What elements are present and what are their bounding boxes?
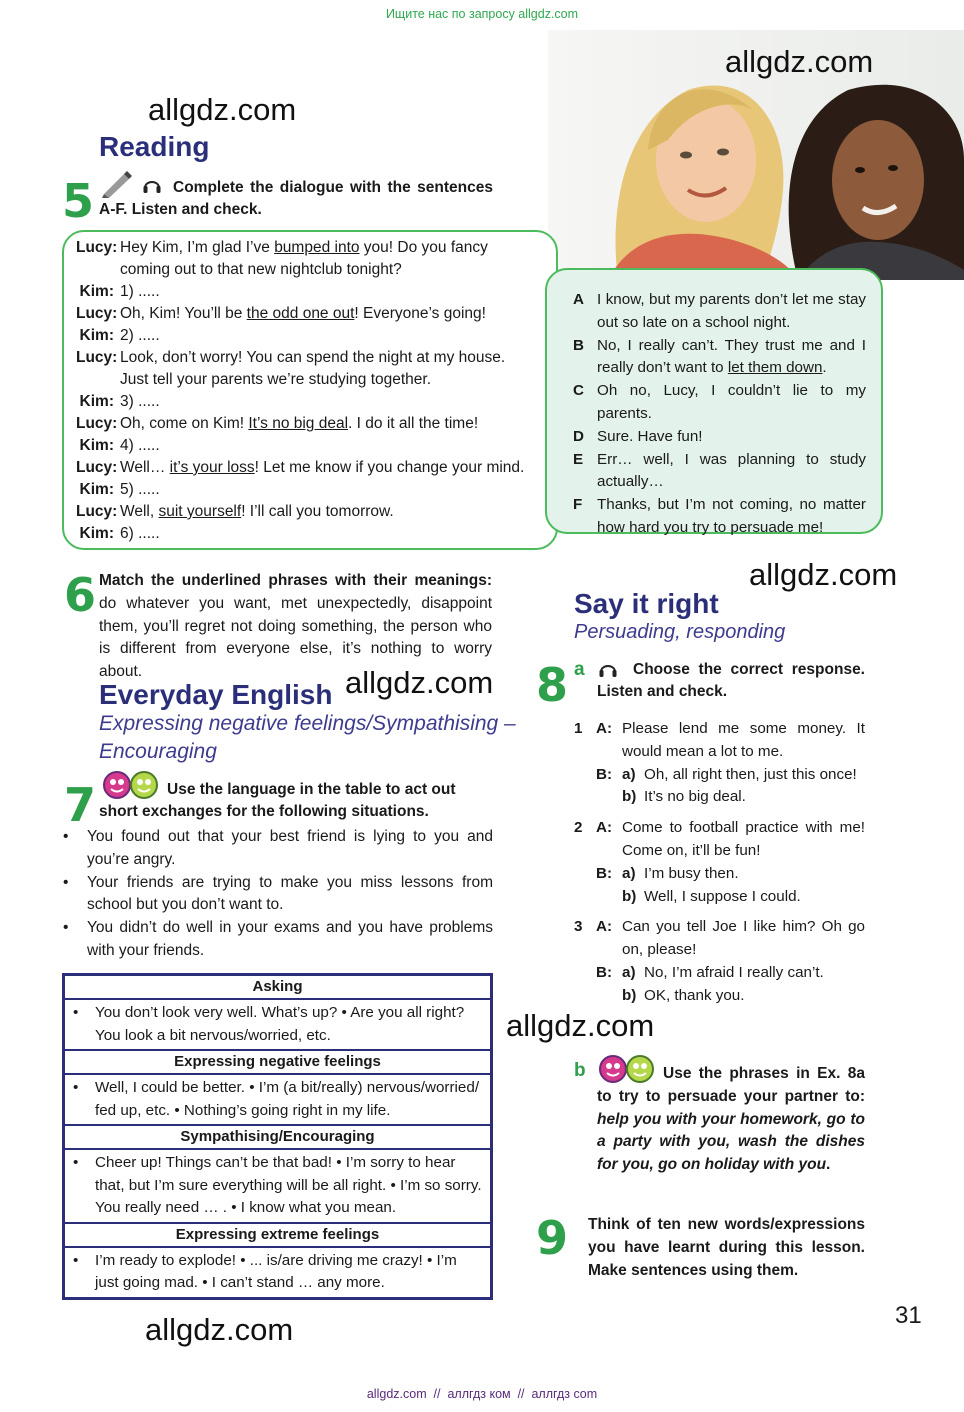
exercise-8b-text: [597, 1063, 865, 1177]
speaker-label: Kim:: [79, 283, 114, 300]
option-text: [597, 449, 866, 495]
exercise-instruction: Use the language in the table to act out short exchanges for the following situations.: [99, 781, 456, 820]
footer-links[interactable]: allgdz.com // аллгдз ком // аллгдз com: [366, 1387, 598, 1401]
dialogue-line: [76, 457, 540, 479]
exercise-number: 8: [536, 658, 569, 712]
say-it-right-subtitle: Persuading, responding: [574, 621, 786, 643]
dialogue-text: [120, 501, 540, 523]
option-item: [573, 449, 866, 495]
say-it-right-heading: Say it right: [574, 588, 719, 619]
option-letter: a): [622, 864, 636, 882]
watermark: allgdz.com: [345, 665, 494, 700]
speaker-label: Kim:: [79, 481, 114, 498]
watermark: allgdz.com: [725, 44, 874, 79]
speaker-label: [596, 886, 622, 909]
speaker-spacer: [76, 259, 120, 281]
bullet-icon: •: [63, 873, 69, 891]
exercise-6-text: [99, 570, 492, 684]
option-item: [573, 335, 866, 381]
text-span: Look, don’t worry! You can spend the night at my house.: [120, 349, 506, 366]
speaker-label: A:: [596, 720, 613, 737]
text-span: Oh, come on Kim!: [120, 415, 249, 432]
bullet-icon: •: [73, 1079, 79, 1096]
table-phrases: Well, I could be better. • I’m (a bit/really) nervous/worried/ fed up, etc. • Nothing’s going right in my life.: [95, 1079, 480, 1119]
table-section-heading: Asking: [65, 976, 490, 1000]
dialogue-line: [76, 237, 540, 259]
bullet-icon: •: [73, 1004, 79, 1021]
table-section-body: [65, 1248, 490, 1297]
response-option: [574, 886, 865, 909]
page-number: 31: [895, 1302, 922, 1329]
text-span: 2) .....: [120, 327, 160, 344]
underlined-phrase: let them down: [727, 359, 823, 377]
exercise-8b-tasks: help you with your homework, go to a party with you, wash the dishes for you, go on holiday with you: [597, 1110, 865, 1174]
underlined-phrase: suit yourself: [158, 503, 242, 520]
underlined-phrase: it’s your loss: [169, 459, 255, 476]
dialogue-line: [76, 479, 540, 501]
text-span: 3) .....: [120, 393, 160, 410]
text-span: Err… well, I was planning to study actually…: [597, 450, 866, 491]
response-item: [574, 817, 865, 908]
text-span: Well…: [120, 459, 170, 476]
speaker-label: Kim:: [79, 437, 114, 454]
option-letter: B: [573, 336, 584, 354]
part-b-label: b: [574, 1060, 586, 1081]
dialogue-text: [120, 325, 540, 347]
situation-item: [63, 917, 493, 963]
speaker-label: Lucy:: [76, 415, 118, 432]
bullet-icon: •: [63, 919, 69, 937]
text-span: ! Let me know if you change your mind.: [254, 459, 525, 476]
speaker-label: Lucy:: [76, 305, 118, 322]
option-letter: C: [573, 382, 584, 400]
item-number: 3: [574, 918, 583, 936]
speaker-label: Lucy:: [76, 503, 118, 520]
exercise-8b-instruction: Use the phrases in Ex. 8a to try to persuade your partner to:: [597, 1065, 865, 1105]
option-letter: b): [622, 788, 637, 806]
option-text: [597, 289, 866, 335]
speaker-label: B:: [596, 963, 613, 981]
watermark: allgdz.com: [506, 1008, 655, 1043]
response-option: [574, 786, 865, 809]
text-span: ! I’ll call you tomorrow.: [241, 503, 394, 520]
exercise-instruction: Think of ten new words/expressions you have learnt during this lesson. Make sentences using them.: [588, 1216, 865, 1279]
dialogue-text: [120, 435, 540, 457]
situations-list: [63, 826, 493, 963]
dialogue-line: [76, 325, 540, 347]
dialogue-text: [120, 457, 540, 479]
table-section-heading: Expressing negative feelings: [65, 1051, 490, 1075]
text-span: Oh no, Lucy, I couldn’t lie to my parents.: [597, 382, 866, 422]
response-option: [574, 962, 865, 985]
spacer: [574, 764, 596, 787]
everyday-subtitle-cont: Encouraging: [99, 740, 217, 763]
spacer: [574, 886, 596, 909]
table-section-body: [65, 1075, 490, 1126]
option-letter: a): [622, 765, 636, 783]
exercise-8b-end: .: [826, 1156, 831, 1174]
exercise-6-instruction: Match the underlined phrases with their meanings:: [99, 572, 492, 589]
watermark: allgdz.com: [148, 92, 297, 127]
spacer: [574, 962, 596, 985]
dialogue-line: [76, 523, 540, 545]
bullet-icon: •: [63, 828, 69, 845]
bullet-icon: •: [73, 1154, 79, 1171]
spacer: [574, 863, 596, 886]
table-section-heading: Sympathising/Encouraging: [65, 1126, 490, 1150]
speaker-label: B:: [596, 765, 613, 783]
exercise-instruction: Complete the dialogue with the sentences A-F. Listen and check.: [99, 179, 493, 218]
speaker-label: Kim:: [79, 525, 114, 542]
prompt-line: [574, 718, 865, 764]
dialogue-text: [120, 391, 540, 413]
text-span: 1) .....: [120, 283, 160, 300]
option-text: [597, 380, 866, 426]
speaker-spacer: [76, 369, 120, 391]
option-item: [573, 494, 866, 540]
dialogue-line: [76, 501, 540, 523]
response-option: [574, 764, 865, 787]
option-text: No, I’m afraid I really can’t.: [644, 963, 824, 981]
text-span: . I do it all the time!: [348, 415, 479, 432]
prompt-line: [574, 916, 865, 962]
dialogue-text: [120, 479, 540, 501]
exercise-instruction: Choose the correct response. Listen and check.: [597, 661, 865, 700]
option-text: I’m busy then.: [644, 864, 739, 882]
option-item: [573, 380, 866, 426]
dialogue-line: [76, 347, 540, 369]
spacer: [574, 985, 596, 1008]
dialogue-line: [76, 413, 540, 435]
top-banner[interactable]: Ищите нас по запросу allgdz.com: [385, 7, 579, 21]
table-section-heading: Expressing extreme feelings: [65, 1224, 490, 1248]
speaker-label: [596, 786, 622, 809]
dialogue-line: [76, 391, 540, 413]
everyday-subtitle: Expressing negative feelings/Sympathising –: [99, 712, 516, 735]
speaker-label: B:: [596, 864, 613, 882]
text-span: 6) .....: [120, 525, 160, 542]
exercise-6-meanings: do whatever you want, met unexpectedly, disappoint them, you’ll regret not doing something, the person who is different from everyone else, it’s nothing to worry about.: [99, 594, 492, 681]
option-letter: F: [573, 496, 583, 514]
bullet-icon: •: [73, 1251, 79, 1269]
dialogue-line: [76, 303, 540, 325]
dialogue-text: [120, 523, 540, 545]
option-text: It’s no big deal.: [644, 788, 746, 806]
response-list: [574, 718, 865, 1016]
text-span: you! Do you fancy: [359, 239, 488, 256]
item-number: 2: [574, 819, 583, 837]
dialogue-text: [120, 347, 540, 369]
speaker-label: A:: [596, 918, 613, 936]
text-span: .: [822, 359, 827, 377]
dialogue-text: [120, 413, 540, 435]
text-span: Thanks, but I’m not coming, no matter how hard you try to persuade me!: [597, 496, 866, 536]
dialogue-text: coming out to that new nightclub tonight?: [120, 261, 402, 278]
option-item: [573, 289, 866, 335]
option-letter: b): [622, 986, 637, 1004]
text-span: Well,: [120, 503, 159, 520]
prompt-line: [574, 817, 865, 863]
option-text: Oh, all right then, just this once!: [644, 765, 857, 783]
exercise-number: 5: [62, 174, 95, 228]
speaker-label: Kim:: [79, 393, 114, 410]
response-item: [574, 916, 865, 1007]
table-section-body: [65, 1000, 490, 1051]
option-text: [597, 335, 866, 381]
dialogue-line-cont: [76, 369, 540, 391]
dialogue-line: [76, 281, 540, 303]
underlined-phrase: bumped into: [274, 239, 360, 256]
option-letter: E: [573, 450, 584, 468]
text-span: 5) .....: [120, 481, 160, 498]
exercise-number: 9: [536, 1211, 569, 1265]
text-span: I know, but my parents don’t let me stay out so late on a school night.: [597, 291, 866, 331]
dialogue-text: [120, 303, 540, 325]
language-table: [62, 973, 493, 1300]
exercise-number: 6: [64, 568, 97, 622]
speaker-label: [596, 985, 622, 1008]
text-span: ! Everyone’s going!: [354, 305, 486, 322]
text-span: 4) .....: [120, 437, 160, 454]
dialogue: [76, 237, 540, 545]
situation-text: You didn’t do well in your exams and you have problems with your friends.: [87, 919, 493, 959]
speaker-label: Lucy:: [76, 459, 118, 476]
option-text: [597, 426, 866, 449]
option-text: OK, thank you.: [644, 986, 745, 1004]
underlined-phrase: the odd one out: [246, 305, 355, 322]
table-phrases: I’m ready to explode! • ... is/are driving me crazy! • I’m just going mad. • I can’t stand … any more.: [95, 1251, 457, 1291]
item-number: 1: [574, 720, 583, 737]
table-phrases: Cheer up! Things can’t be that bad! • I’m sorry to hear that, but I’m sure everything will be all right. • I’m so sorry. You really need … . • I know what you mean.: [95, 1154, 482, 1216]
speaker-label: A:: [596, 819, 613, 837]
response-option: [574, 863, 865, 886]
dialogue-text: Just tell your parents we’re studying together.: [120, 371, 432, 388]
dialogue-text: [120, 237, 540, 259]
prompt-text: Can you tell Joe I like him? Oh go on, please!: [622, 918, 865, 959]
text-span: No, I really can’t. They trust me and I really don’t want to: [597, 336, 866, 377]
option-text: Well, I suppose I could.: [644, 887, 801, 905]
dialogue-text: [120, 281, 540, 303]
situation-item: [63, 872, 493, 918]
option-text: [597, 494, 866, 540]
prompt-text: Please lend me some money. It would mean a lot to me.: [622, 720, 865, 760]
watermark: allgdz.com: [145, 1312, 294, 1347]
speaker-label: Lucy:: [76, 239, 118, 256]
option-letter: A: [573, 291, 584, 308]
options-list: [573, 289, 866, 540]
part-a-label: a: [574, 659, 585, 680]
speaker-label: Kim:: [79, 327, 114, 344]
underlined-phrase: It’s no big deal: [248, 415, 349, 432]
spacer: [574, 786, 596, 809]
option-letter: D: [573, 427, 584, 445]
response-item: [574, 718, 865, 809]
everyday-english-heading: Everyday English: [99, 679, 333, 710]
table-section-body: [65, 1150, 490, 1224]
option-item: [573, 426, 866, 449]
exercise-number: 7: [64, 778, 97, 832]
option-letter: a): [622, 963, 636, 981]
situation-item: [63, 826, 493, 872]
response-option: [574, 985, 865, 1008]
prompt-text: Come to football practice with me! Come on, it’ll be fun!: [622, 819, 865, 859]
speaker-label: Lucy:: [76, 349, 118, 366]
situation-text: Your friends are trying to make you miss lessons from school but you don’t want to.: [87, 873, 493, 914]
text-span: Sure. Have fun!: [597, 427, 703, 445]
text-span: Hey Kim, I’m glad I’ve: [120, 239, 275, 256]
table-phrases: You don’t look very well. What’s up? • Are you all right? You look a bit nervous/worried, etc.: [95, 1004, 465, 1044]
dialogue-line: [76, 435, 540, 457]
text-span: Oh, Kim! You’ll be: [120, 305, 247, 322]
option-letter: b): [622, 887, 637, 905]
watermark: allgdz.com: [749, 557, 898, 592]
situation-text: You found out that your best friend is lying to you and you’re angry.: [87, 828, 493, 868]
reading-heading: Reading: [99, 131, 210, 162]
dialogue-line-cont: [76, 259, 540, 281]
